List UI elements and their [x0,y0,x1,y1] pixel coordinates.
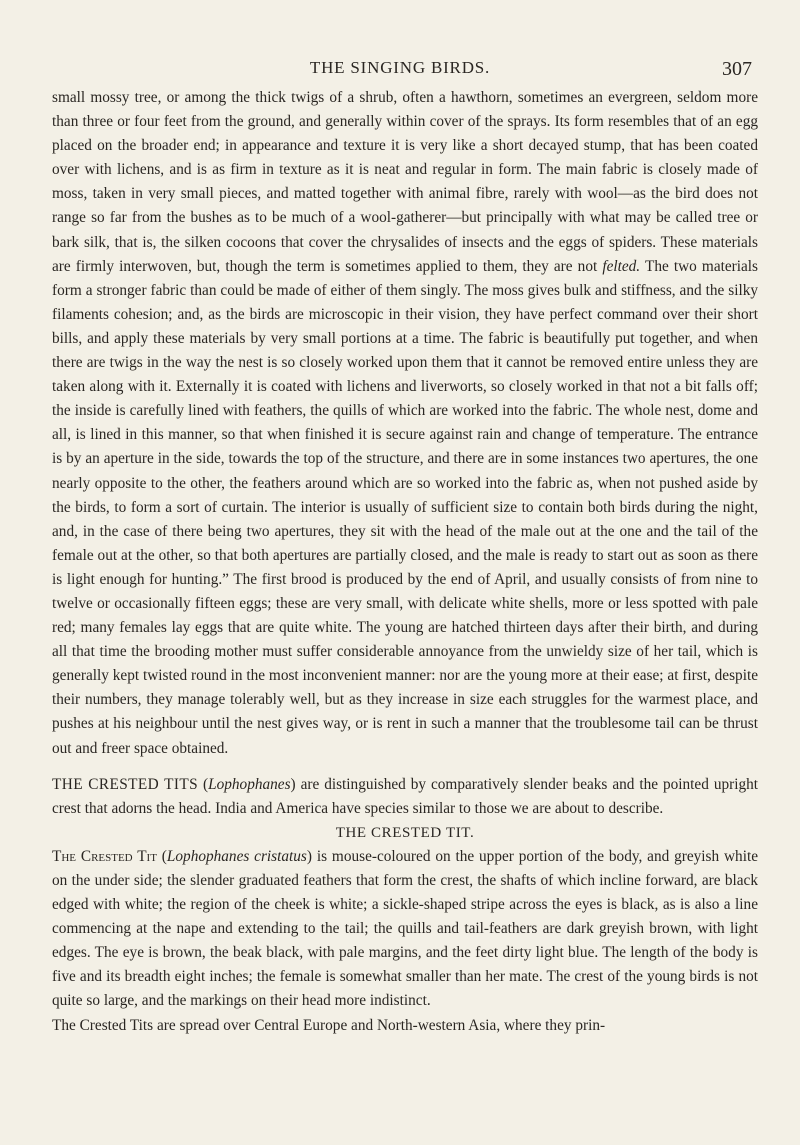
paragraph-crested-tits-intro: THE CRESTED TITS (Lophophanes) are distinguished by comparatively slender beaks and the pointed upright crest that adorns the head. India and America have species similar to those we are about to describe. [52,775,759,817]
italic-term-felted: felted. [602,257,641,275]
paragraph-distribution: The Crested Tits are spread over Central Europe and North-western Asia, where they prin- [52,1016,606,1034]
paragraph-crested-tit-description: The Crested Tit (Lophophanes cristatus) is mouse-coloured on the upper portion of the body, and greyish white on the under side; the slender graduated feathers that form the crest, the shafts of which incline forward, are black edged with white; the region of the cheek is white; a sickle-shaped stripe across the eyes is black, as is also a line commencing at the nape and extending to the tail; the quills and tail-feathers are dark greyish brown, with light edges. The eye is brown, the beak black, with pale margins, and the feet dirty light blue. The length of the body is five and its breadth eight inches; the female is somewhat smaller than her mate. The crest of the young birds is not quite so large, and the markings on their head more indistinct. [52,847,758,1010]
paragraph-text: are distinguished by comparatively slender beaks and the pointed upright crest that adorns the head. India and America have species similar to those we are about to describe. [52,775,759,817]
subheading-crested-tit: THE CRESTED TIT. [335,824,475,841]
body-text [52,86,758,1038]
running-title: THE SINGING BIRDS. [309,58,491,77]
species-lead: The Crested Tit [52,847,157,865]
paragraph-text-continued: The two materials form a stronger fabric than could be made of either of them singly. The moss gives bulk and stiffness, and the silky filaments cohesion; and, as the birds are microscopic in their vision, they have perfect command over their short bills, and apply these materials by very small portions at a time. The fabric is beautifully put together, and when there are twigs in the way the nest is so closely worked upon them that it cannot be removed entire unless they are taken along with it. Externally it is coated with lichens and liverworts, so closely worked in that not a bit falls off; the inside is carefully lined with feathers, the quills of which are worked into the fabric. The whole nest, dome and all, is lined in this manner, so that when finished it is secure against rain and change of temperature. The entrance is by an aperture in the side, towards the top of the structure, and there are in some instances two apertures, the one nearly opposite to the other, the feathers around which are so worked into the fabric as, when not pushed aside by the birds, to form a sort of curtain. The interior is usually of sufficient size to contain both birds during the night, and, in the case of there being two apertures, they sit with the head of the male out at the one and the tail of the female out at the other, so that both apertures are partially closed, and the male is ready to start out as soon as there is light enough for hunting.” The first brood is produced by the end of April, and usually consists of from nine to twelve or occasionally fifteen eggs; these are very small, with delicate white shells, more or less spotted with pale red; many females lay eggs that are quite white. The young are hatched thirteen days after their birth, and during all that time the brooding mother must suffer considerable annoyance from the unwieldy size of her tail, which is generally kept twisted round in the most inconvenient manner: nor are the young more at their ease; at first, despite their numbers, they manage tolerably well, but as they increase in size each struggles for the warmest place, and pushes at his neighbour until the nest gives way, or is rent in such a manner that the troublesome tail can be thrust out and freer space obtained. [52,257,758,757]
species-name: Lophophanes cristatus [166,847,307,865]
paragraph-text: is mouse-coloured on the upper portion of the body, and greyish white on the under side; the slender graduated feathers that form the crest, the shafts of which incline forward, are black edged with white; the region of the cheek is white; a sickle-shaped stripe across the eyes is black, as is also a line commencing at the nape and extending to the tail; the quills and tail-feathers are dark greyish brown, with light edges. The eye is brown, the beak black, with pale margins, and the feet dirty light blue. The length of the body is five and its breadth eight inches; the female is somewhat smaller than her mate. The crest of the young birds is not quite so large, and the markings on their head more indistinct. [52,847,758,1010]
paragraph-text: small mossy tree, or among the thick twigs of a shrub, often a hawthorn, sometimes an evergreen, seldom more than three or four feet from the ground, and generally within cover of the sprays. Its form resembles that of an egg placed on the broader end; in appearance and texture it is very like a short decayed stump, that has been coated over with lichens, and is as firm in texture as it is neat and regular in form. The main fabric is closely made of moss, taken in very small pieces, and matted together with animal fibre, rarely with wool—as the bird does not range so far from the bushes as to be much of a wool-gatherer—but principally with what may be called tree or bark silk, that is, the silken cocoons that cover the chrysalides of insects and the eggs of spiders. These materials are firmly interwoven, but, though the term is sometimes applied to them, they are not [52,89,758,275]
running-head [0,36,800,80]
section-lead: THE CRESTED TITS [52,775,199,793]
page-number: 307 [722,58,752,80]
paragraph-nest-description [52,86,758,761]
genus-name: Lophophanes [208,775,291,793]
